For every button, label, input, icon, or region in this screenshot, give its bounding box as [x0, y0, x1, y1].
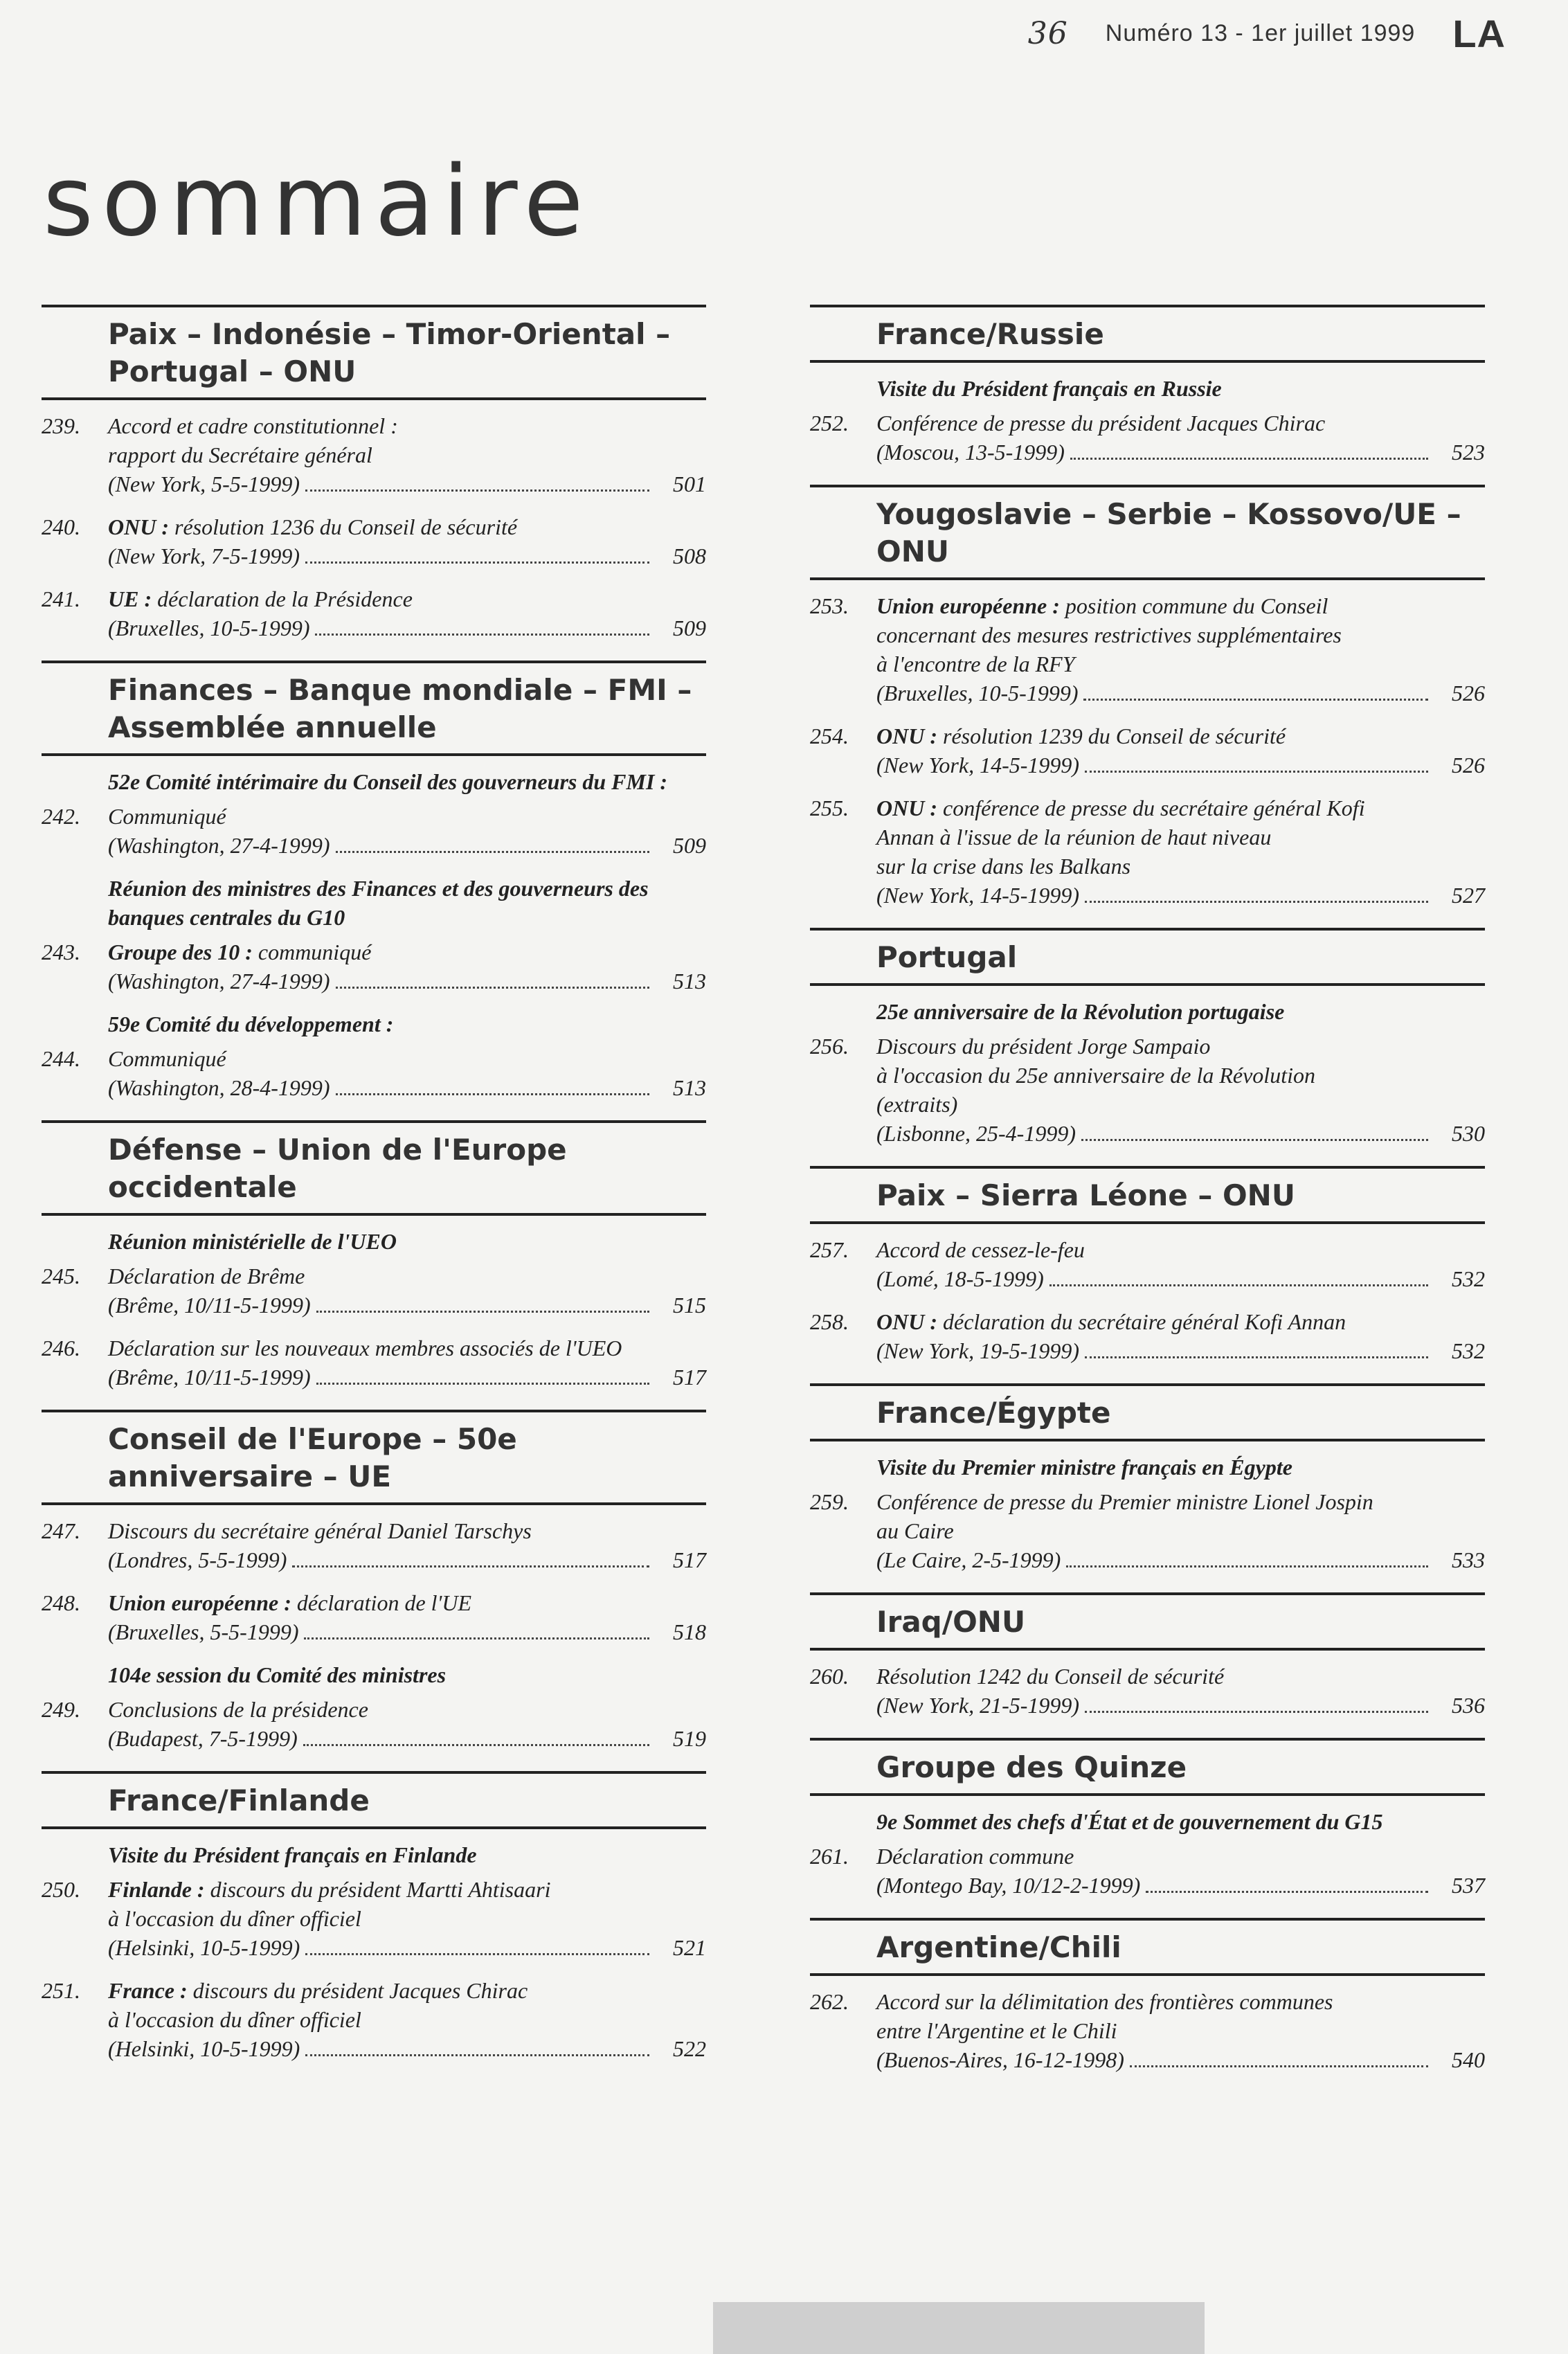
entry-source: (Le Caire, 2-5-1999) [876, 1547, 1061, 1572]
entry-number: 245. [42, 1264, 80, 1288]
entry-page-number[interactable]: 515 [673, 1293, 706, 1318]
entry-text: Déclaration commune [876, 1844, 1074, 1869]
toc-section [810, 1918, 1485, 2074]
section-subheading: 104e session du Comité des ministres [108, 1662, 447, 1687]
entry-source: (Lisbonne, 25-4-1999) [876, 1121, 1076, 1146]
entry-text: discours du président Martti Ahtisaari [204, 1877, 551, 1902]
section-title: Paix – Sierra Léone – ONU [810, 1166, 1485, 1224]
entry-lead: UE : [108, 586, 152, 611]
entry-text-line [108, 584, 706, 613]
entry-source: (New York, 21-5-1999) [876, 1693, 1080, 1718]
entry-source-line [108, 613, 706, 643]
entry-text-line [876, 649, 1485, 679]
toc-section [42, 1120, 706, 1392]
dot-leader [305, 2054, 649, 2056]
toc-section [42, 305, 706, 643]
page-title: sommaire [43, 145, 592, 258]
toc-entry[interactable] [42, 584, 706, 643]
toc-entry[interactable] [42, 802, 706, 860]
entry-page-number[interactable]: 522 [673, 2036, 706, 2061]
dot-leader [1081, 1139, 1428, 1141]
toc-section [810, 1592, 1485, 1720]
entry-number: 243. [42, 940, 80, 964]
dot-leader [336, 851, 649, 853]
entry-lead: ONU : [108, 514, 169, 539]
section-title: Portugal [810, 928, 1485, 986]
entry-text: résolution 1236 du Conseil de sécurité [168, 514, 518, 539]
section-title: France/Égypte [810, 1383, 1485, 1441]
entry-text-line [108, 1516, 706, 1545]
dot-leader [1066, 1565, 1428, 1567]
entry-text-line [876, 408, 1485, 438]
entry-source-line [108, 1933, 706, 1962]
entry-text: conférence de presse du secrétaire général Kofi [937, 796, 1365, 820]
entry-number: 257. [810, 1237, 849, 1262]
toc-entry[interactable] [42, 1333, 706, 1392]
toc-entry[interactable] [42, 1044, 706, 1102]
toc-entry[interactable] [42, 1875, 706, 1962]
entry-source: (Washington, 28-4-1999) [108, 1075, 330, 1100]
entry-source-line [876, 679, 1485, 708]
entry-source: (Bruxelles, 5-5-1999) [108, 1619, 299, 1644]
entry-text-line [876, 1307, 1485, 1336]
dot-leader [1146, 1891, 1428, 1893]
dot-leader [315, 634, 649, 636]
entry-source-line [876, 2045, 1485, 2074]
dot-leader [1085, 771, 1428, 773]
entry-source-line [876, 1871, 1485, 1900]
entry-body [108, 584, 706, 643]
entry-page-number[interactable]: 513 [673, 1075, 706, 1100]
entry-lead: Finlande : [108, 1877, 205, 1902]
entry-source-line [108, 2034, 706, 2063]
entry-lead: Union européenne : [108, 1590, 291, 1615]
entry-page-number[interactable]: 536 [1452, 1693, 1485, 1718]
toc-entry[interactable] [810, 721, 1485, 780]
entry-lead: ONU : [876, 724, 937, 748]
entry-text: Conférence de presse du Premier ministre Lionel Jospin [876, 1489, 1373, 1514]
entry-source: (Brême, 10/11-5-1999) [108, 1293, 311, 1318]
entry-text: Annan à l'issue de la réunion de haut niveau [876, 825, 1272, 850]
entry-body [876, 721, 1485, 780]
toc-section [810, 1166, 1485, 1365]
entry-source: (New York, 5-5-1999) [108, 471, 300, 496]
entry-text: sur la crise dans les Balkans [876, 854, 1131, 879]
entry-text-line [876, 1090, 1485, 1119]
entry-text-line [876, 823, 1485, 852]
entry-body [108, 802, 706, 860]
entry-source-line [108, 967, 706, 996]
entry-source: (Washington, 27-4-1999) [108, 833, 330, 858]
entry-text-line [876, 1662, 1485, 1691]
entry-text-line [108, 1333, 706, 1363]
entry-text: déclaration du secrétaire général Kofi Annan [937, 1309, 1346, 1334]
entry-number: 240. [42, 514, 80, 539]
entry-number: 256. [810, 1034, 849, 1059]
entry-number: 242. [42, 804, 80, 829]
section-subheading: Visite du Président français en Finlande [108, 1842, 477, 1867]
toc-section [42, 661, 706, 1102]
entry-page-number[interactable]: 526 [1452, 681, 1485, 706]
entry-text-line [108, 411, 706, 440]
entry-page-number[interactable]: 527 [1452, 883, 1485, 908]
section-subheading: 25e anniversaire de la Révolution portugaise [876, 999, 1285, 1024]
right-column [810, 305, 1485, 2092]
dot-leader [304, 1637, 649, 1639]
dot-leader [292, 1565, 649, 1567]
entry-source: (Londres, 5-5-1999) [108, 1547, 287, 1572]
entry-text-line [876, 591, 1485, 620]
entry-number: 259. [810, 1489, 849, 1514]
entry-text-line [108, 1976, 706, 2005]
entry-text-line [876, 2016, 1485, 2045]
entry-text: déclaration de l'UE [291, 1590, 472, 1615]
entry-text-line [876, 721, 1485, 751]
dot-leader [1070, 458, 1428, 460]
entry-page-number[interactable]: 501 [673, 471, 706, 496]
entry-source-line [108, 1363, 706, 1392]
entry-page-number[interactable]: 517 [673, 1365, 706, 1390]
entry-text: position commune du Conseil [1059, 593, 1328, 618]
section-title: Yougoslavie – Serbie – Kossovo/UE – ONU [810, 485, 1485, 580]
entry-page-number[interactable]: 513 [673, 969, 706, 994]
entry-text-line [108, 1695, 706, 1724]
entry-text-line [876, 1235, 1485, 1264]
entry-body [108, 1875, 706, 1962]
entry-body [108, 1976, 706, 2063]
entry-page-number[interactable]: 540 [1452, 2047, 1485, 2072]
entry-number: 258. [810, 1309, 849, 1334]
corner-mark: LA [1452, 12, 1506, 55]
entry-number: 260. [810, 1664, 849, 1689]
section-title: Conseil de l'Europe – 50e anniversaire – UE [42, 1410, 706, 1505]
entry-number: 241. [42, 586, 80, 611]
toc-entry[interactable] [810, 1307, 1485, 1365]
toc-entry[interactable] [810, 1487, 1485, 1574]
dot-leader [336, 987, 649, 989]
entry-text: Discours du secrétaire général Daniel Tarschys [108, 1518, 532, 1543]
entry-text-line [876, 1061, 1485, 1090]
toc-entry[interactable] [810, 591, 1485, 708]
entry-text-line [108, 937, 706, 967]
entry-text: Accord de cessez-le-feu [876, 1237, 1085, 1262]
entry-body [876, 1662, 1485, 1720]
entry-source: (Helsinki, 10-5-1999) [108, 1935, 300, 1960]
entry-source: (Montego Bay, 10/12-2-1999) [876, 1873, 1141, 1898]
section-subheading: 52e Comité intérimaire du Conseil des gouverneurs du FMI : [108, 769, 668, 794]
entry-body [876, 408, 1485, 467]
entry-body [108, 411, 706, 498]
toc-section [810, 485, 1485, 910]
footer-band [713, 2302, 1205, 2354]
dot-leader [336, 1093, 649, 1095]
entry-body [876, 1487, 1485, 1574]
entry-source: (New York, 14-5-1999) [876, 753, 1080, 778]
entry-lead: Groupe des 10 : [108, 940, 253, 964]
entry-source-line [108, 469, 706, 498]
entry-source: (Bruxelles, 10-5-1999) [876, 681, 1079, 706]
entry-page-number[interactable]: 509 [673, 616, 706, 640]
dot-leader [1085, 1711, 1428, 1713]
section-title: Défense – Union de l'Europe occidentale [42, 1120, 706, 1216]
entry-text: Communiqué [108, 804, 226, 829]
entry-text: Discours du président Jorge Sampaio [876, 1034, 1211, 1059]
entry-number: 246. [42, 1336, 80, 1360]
entry-page-number[interactable]: 509 [673, 833, 706, 858]
entry-number: 248. [42, 1590, 80, 1615]
entry-text: Conférence de presse du président Jacques Chirac [876, 411, 1326, 435]
entry-text: entre l'Argentine et le Chili [876, 2018, 1117, 2043]
entry-text: au Caire [876, 1518, 954, 1543]
dot-leader [1049, 1284, 1428, 1286]
entry-number: 254. [810, 724, 849, 748]
entry-body [876, 1842, 1485, 1900]
entry-text: Communiqué [108, 1046, 226, 1071]
entry-text-line [108, 440, 706, 469]
entry-text: à l'occasion du 25e anniversaire de la Révolution [876, 1063, 1315, 1088]
entry-text-line [876, 1516, 1485, 1545]
entry-body [108, 1516, 706, 1574]
toc-section [810, 928, 1485, 1148]
entry-number: 262. [810, 1989, 849, 2014]
entry-body [876, 1987, 1485, 2074]
entry-body [876, 793, 1485, 910]
entry-source: (Helsinki, 10-5-1999) [108, 2036, 300, 2061]
toc-section [42, 1771, 706, 2063]
entry-body [876, 1307, 1485, 1365]
entry-text: concernant des mesures restrictives supplémentaires [876, 622, 1342, 647]
toc-entry[interactable] [810, 1662, 1485, 1720]
entry-text-line [876, 1842, 1485, 1871]
entry-text-line [108, 1875, 706, 1904]
dot-leader [1130, 2065, 1428, 2067]
entry-body [108, 1695, 706, 1753]
section-subheading: 59e Comité du développement : [108, 1012, 394, 1036]
entry-text-line [108, 1588, 706, 1617]
section-title: Groupe des Quinze [810, 1738, 1485, 1796]
entry-body [108, 1044, 706, 1102]
entry-body [108, 1333, 706, 1392]
entry-source-line [108, 1073, 706, 1102]
entry-source: (Lomé, 18-5-1999) [876, 1266, 1044, 1291]
toc-section [42, 1410, 706, 1753]
entry-text-line [876, 1487, 1485, 1516]
entry-text: déclaration de la Présidence [152, 586, 413, 611]
dot-leader [305, 561, 649, 564]
entry-page-number[interactable]: 517 [673, 1547, 706, 1572]
entry-source-line [876, 1545, 1485, 1574]
toc-section [810, 305, 1485, 467]
toc-entry[interactable] [810, 1987, 1485, 2074]
entry-source: (Brême, 10/11-5-1999) [108, 1365, 311, 1390]
entry-source: (Bruxelles, 10-5-1999) [108, 616, 310, 640]
entry-source: (Buenos-Aires, 16-12-1998) [876, 2047, 1124, 2072]
dot-leader [305, 489, 649, 492]
entry-source-line [108, 541, 706, 570]
entry-body [108, 512, 706, 570]
dot-leader [316, 1311, 649, 1313]
entry-text: discours du président Jacques Chirac [187, 1978, 528, 2003]
entry-source-line [876, 438, 1485, 467]
entry-text: Déclaration sur les nouveaux membres associés de l'UEO [108, 1336, 622, 1360]
entry-number: 244. [42, 1046, 80, 1071]
entry-number: 247. [42, 1518, 80, 1543]
entry-page-number[interactable]: 533 [1452, 1547, 1485, 1572]
entry-source: (New York, 19-5-1999) [876, 1338, 1080, 1363]
entry-source-line [108, 1291, 706, 1320]
entry-text-line [108, 1261, 706, 1291]
entry-text-line [876, 1987, 1485, 2016]
toc-entry[interactable] [42, 1261, 706, 1320]
entry-source-line [108, 1724, 706, 1753]
toc-entry[interactable] [810, 1032, 1485, 1148]
entry-number: 249. [42, 1697, 80, 1722]
entry-text: Déclaration de Brême [108, 1264, 305, 1288]
section-title: Argentine/Chili [810, 1918, 1485, 1976]
entry-source: (Budapest, 7-5-1999) [108, 1726, 298, 1751]
entry-text-line [108, 2005, 706, 2034]
dot-leader [1085, 1356, 1428, 1358]
section-subheading: Visite du Premier ministre français en Égypte [876, 1455, 1292, 1480]
toc-entry[interactable] [42, 1588, 706, 1646]
entry-lead: France : [108, 1978, 188, 2003]
entry-text-line [108, 512, 706, 541]
toc-entry[interactable] [42, 512, 706, 570]
entry-source: (New York, 7-5-1999) [108, 543, 300, 568]
entry-text-line [108, 1904, 706, 1933]
entry-source-line [876, 1336, 1485, 1365]
entry-body [108, 1261, 706, 1320]
toc-entry[interactable] [810, 1842, 1485, 1900]
section-title: France/Russie [810, 305, 1485, 363]
section-title: France/Finlande [42, 1771, 706, 1829]
entry-page-number[interactable]: 523 [1452, 440, 1485, 465]
toc-entry[interactable] [42, 1976, 706, 2063]
toc-section [810, 1383, 1485, 1574]
entry-source: (Washington, 27-4-1999) [108, 969, 330, 994]
toc-entry[interactable] [42, 411, 706, 498]
entry-lead: ONU : [876, 796, 937, 820]
dot-leader [305, 1953, 649, 1955]
section-title: Paix – Indonésie – Timor-Oriental – Portugal – ONU [42, 305, 706, 400]
entry-source-line [876, 751, 1485, 780]
entry-number: 252. [810, 411, 849, 435]
handwritten-page-number: 36 [1027, 16, 1068, 51]
entry-text-line [876, 793, 1485, 823]
dot-leader [1085, 901, 1428, 903]
entry-source-line [876, 1119, 1485, 1148]
entry-number: 239. [42, 413, 80, 438]
entry-page-number[interactable]: 532 [1452, 1266, 1485, 1291]
entry-page-number[interactable]: 530 [1452, 1121, 1485, 1146]
entry-number: 250. [42, 1877, 80, 1902]
entry-source-line [108, 1545, 706, 1574]
toc-entry[interactable] [810, 408, 1485, 467]
entry-page-number[interactable]: 532 [1452, 1338, 1485, 1363]
entry-text: résolution 1239 du Conseil de sécurité [937, 724, 1286, 748]
entry-page-number[interactable]: 519 [673, 1726, 706, 1751]
entry-text-line [876, 1032, 1485, 1061]
entry-text-line [876, 852, 1485, 881]
issue-label: Numéro 13 - 1er juillet 1999 [1105, 20, 1416, 46]
entry-text: Conclusions de la présidence [108, 1697, 368, 1722]
section-subheading: 9e Sommet des chefs d'État et de gouvernement du G15 [876, 1809, 1383, 1834]
entry-source: (Moscou, 13-5-1999) [876, 440, 1065, 465]
entry-page-number[interactable]: 508 [673, 543, 706, 568]
entry-text: communiqué [252, 940, 372, 964]
entry-number: 253. [810, 593, 849, 618]
entry-body [876, 591, 1485, 708]
entry-source-line [108, 1617, 706, 1646]
entry-source-line [876, 1264, 1485, 1293]
section-subheading: Visite du Président français en Russie [876, 376, 1222, 401]
entry-text: Accord sur la délimitation des frontières communes [876, 1989, 1333, 2014]
entry-body [876, 1032, 1485, 1148]
entry-text: à l'encontre de la RFY [876, 652, 1075, 676]
toc-entry[interactable] [42, 1695, 706, 1753]
toc-entry[interactable] [42, 937, 706, 996]
entry-body [108, 1588, 706, 1646]
entry-text: à l'occasion du dîner officiel [108, 2007, 361, 2032]
dot-leader [303, 1744, 649, 1746]
section-title: Finances – Banque mondiale – FMI – Assemblée annuelle [42, 661, 706, 756]
entry-lead: Union européenne : [876, 593, 1060, 618]
left-column [42, 305, 706, 2081]
entry-body [108, 937, 706, 996]
section-subheading: Réunion ministérielle de l'UEO [108, 1229, 397, 1254]
entry-text: (extraits) [876, 1092, 958, 1117]
entry-text-line [876, 620, 1485, 649]
entry-text: Accord et cadre constitutionnel : [108, 413, 398, 438]
entry-source-line [876, 881, 1485, 910]
toc-entry[interactable] [810, 1235, 1485, 1293]
entry-page-number[interactable]: 521 [673, 1935, 706, 1960]
entry-lead: ONU : [876, 1309, 937, 1334]
toc-section [810, 1738, 1485, 1900]
entry-source: (New York, 14-5-1999) [876, 883, 1080, 908]
section-subheading: Réunion des ministres des Finances et des gouverneurs des banques centrales du G10 [108, 876, 649, 930]
dot-leader [316, 1383, 649, 1385]
entry-source-line [108, 831, 706, 860]
entry-page-number[interactable]: 518 [673, 1619, 706, 1644]
entry-number: 261. [810, 1844, 849, 1869]
entry-text: Résolution 1242 du Conseil de sécurité [876, 1664, 1225, 1689]
entry-body [876, 1235, 1485, 1293]
entry-page-number[interactable]: 537 [1452, 1873, 1485, 1898]
entry-source-line [876, 1691, 1485, 1720]
entry-text-line [108, 1044, 706, 1073]
section-title: Iraq/ONU [810, 1592, 1485, 1651]
toc-entry[interactable] [810, 793, 1485, 910]
entry-text: rapport du Secrétaire général [108, 442, 372, 467]
entry-text-line [108, 802, 706, 831]
page-header [1028, 11, 1506, 56]
entry-text: à l'occasion du dîner officiel [108, 1906, 361, 1931]
dot-leader [1083, 699, 1428, 701]
entry-number: 255. [810, 796, 849, 820]
entry-number: 251. [42, 1978, 80, 2003]
entry-page-number[interactable]: 526 [1452, 753, 1485, 778]
toc-entry[interactable] [42, 1516, 706, 1574]
